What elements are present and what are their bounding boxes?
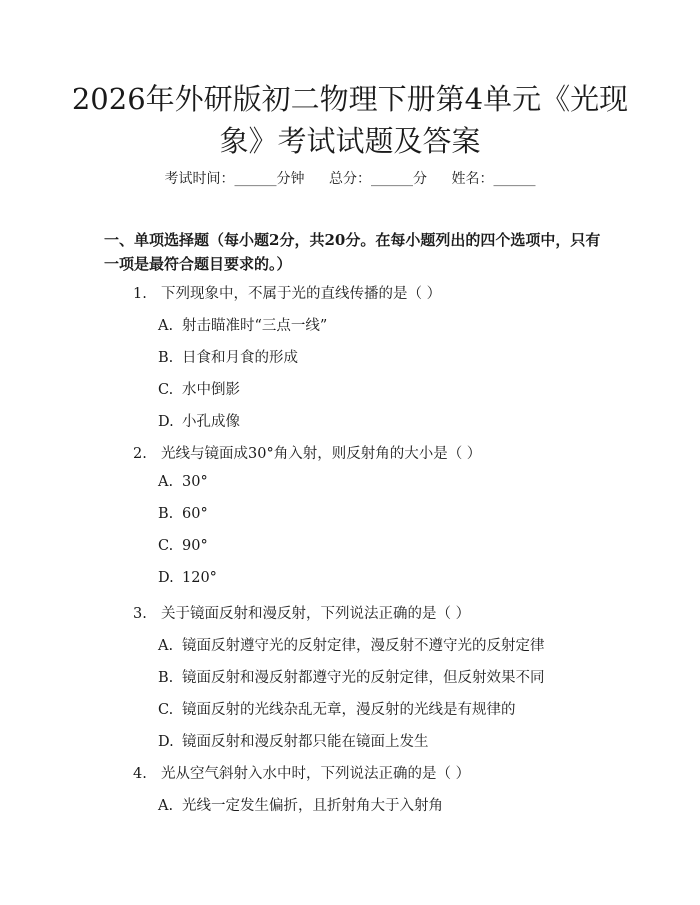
- option-letter: C.: [158, 538, 174, 554]
- exam-name: 姓名：______: [451, 171, 536, 187]
- option-1d: [158, 410, 240, 431]
- question-1: [133, 282, 441, 303]
- option-3d: [158, 730, 429, 751]
- option-letter: B.: [158, 350, 174, 366]
- option-letter: A.: [158, 798, 174, 814]
- question-text: 光从空气斜射入水中时，下列说法正确的是（ ）: [161, 766, 471, 782]
- exam-meta: [0, 168, 700, 188]
- option-letter: D.: [158, 734, 174, 750]
- question-number: 3.: [133, 606, 147, 622]
- option-letter: B.: [158, 506, 174, 522]
- option-text: 60°: [182, 506, 208, 522]
- question-3: [133, 602, 470, 623]
- option-text: 小孔成像: [182, 414, 240, 430]
- section-heading: 一、单项选择题（每小题2分，共20分。在每小题列出的四个选项中，只有一项是最符合题目要求的。）: [104, 231, 601, 273]
- question-text: 下列现象中，不属于光的直线传播的是（ ）: [161, 286, 442, 302]
- option-3c: [158, 698, 516, 719]
- option-1a: [158, 314, 327, 335]
- question-2: [133, 442, 481, 463]
- option-letter: A.: [158, 474, 174, 490]
- option-letter: A.: [158, 638, 174, 654]
- option-2a: [158, 474, 208, 490]
- question-text: 关于镜面反射和漫反射，下列说法正确的是（ ）: [161, 606, 471, 622]
- option-4a: [158, 794, 443, 815]
- option-text: 镜面反射和漫反射都只能在镜面上发生: [182, 734, 429, 750]
- option-text: 90°: [182, 538, 208, 554]
- option-text: 光线一定发生偏折，且折射角大于入射角: [182, 798, 443, 814]
- question-number: 2.: [133, 446, 147, 462]
- option-letter: C.: [158, 702, 174, 718]
- question-number: 1.: [133, 286, 147, 302]
- option-letter: A.: [158, 318, 174, 334]
- option-text: 镜面反射和漫反射都遵守光的反射定律，但反射效果不同: [182, 670, 545, 686]
- option-2c: [158, 538, 208, 554]
- exam-score: 总分：______分: [329, 171, 427, 187]
- page-title: 2026年外研版初二物理下册第4单元《光现象》考试试题及答案: [71, 82, 629, 158]
- option-3a: [158, 634, 545, 655]
- option-text: 水中倒影: [182, 382, 240, 398]
- option-text: 射击瞄准时“三点一线”: [182, 318, 328, 334]
- option-text: 120°: [182, 570, 217, 586]
- option-letter: D.: [158, 414, 174, 430]
- option-letter: D.: [158, 570, 174, 586]
- option-text: 镜面反射遵守光的反射定律，漫反射不遵守光的反射定律: [182, 638, 545, 654]
- option-1c: [158, 378, 240, 399]
- question-4: [133, 762, 470, 783]
- option-3b: [158, 666, 545, 687]
- option-text: 日食和月食的形成: [182, 350, 298, 366]
- option-1b: [158, 346, 298, 367]
- option-letter: C.: [158, 382, 174, 398]
- option-text: 30°: [182, 474, 208, 490]
- exam-time: 考试时间：______分钟: [164, 171, 305, 187]
- question-text: 光线与镜面成30°角入射，则反射角的大小是（ ）: [161, 446, 482, 462]
- option-2b: [158, 506, 208, 522]
- question-number: 4.: [133, 766, 147, 782]
- option-letter: B.: [158, 670, 174, 686]
- option-2d: [158, 570, 217, 586]
- option-text: 镜面反射的光线杂乱无章，漫反射的光线是有规律的: [182, 702, 516, 718]
